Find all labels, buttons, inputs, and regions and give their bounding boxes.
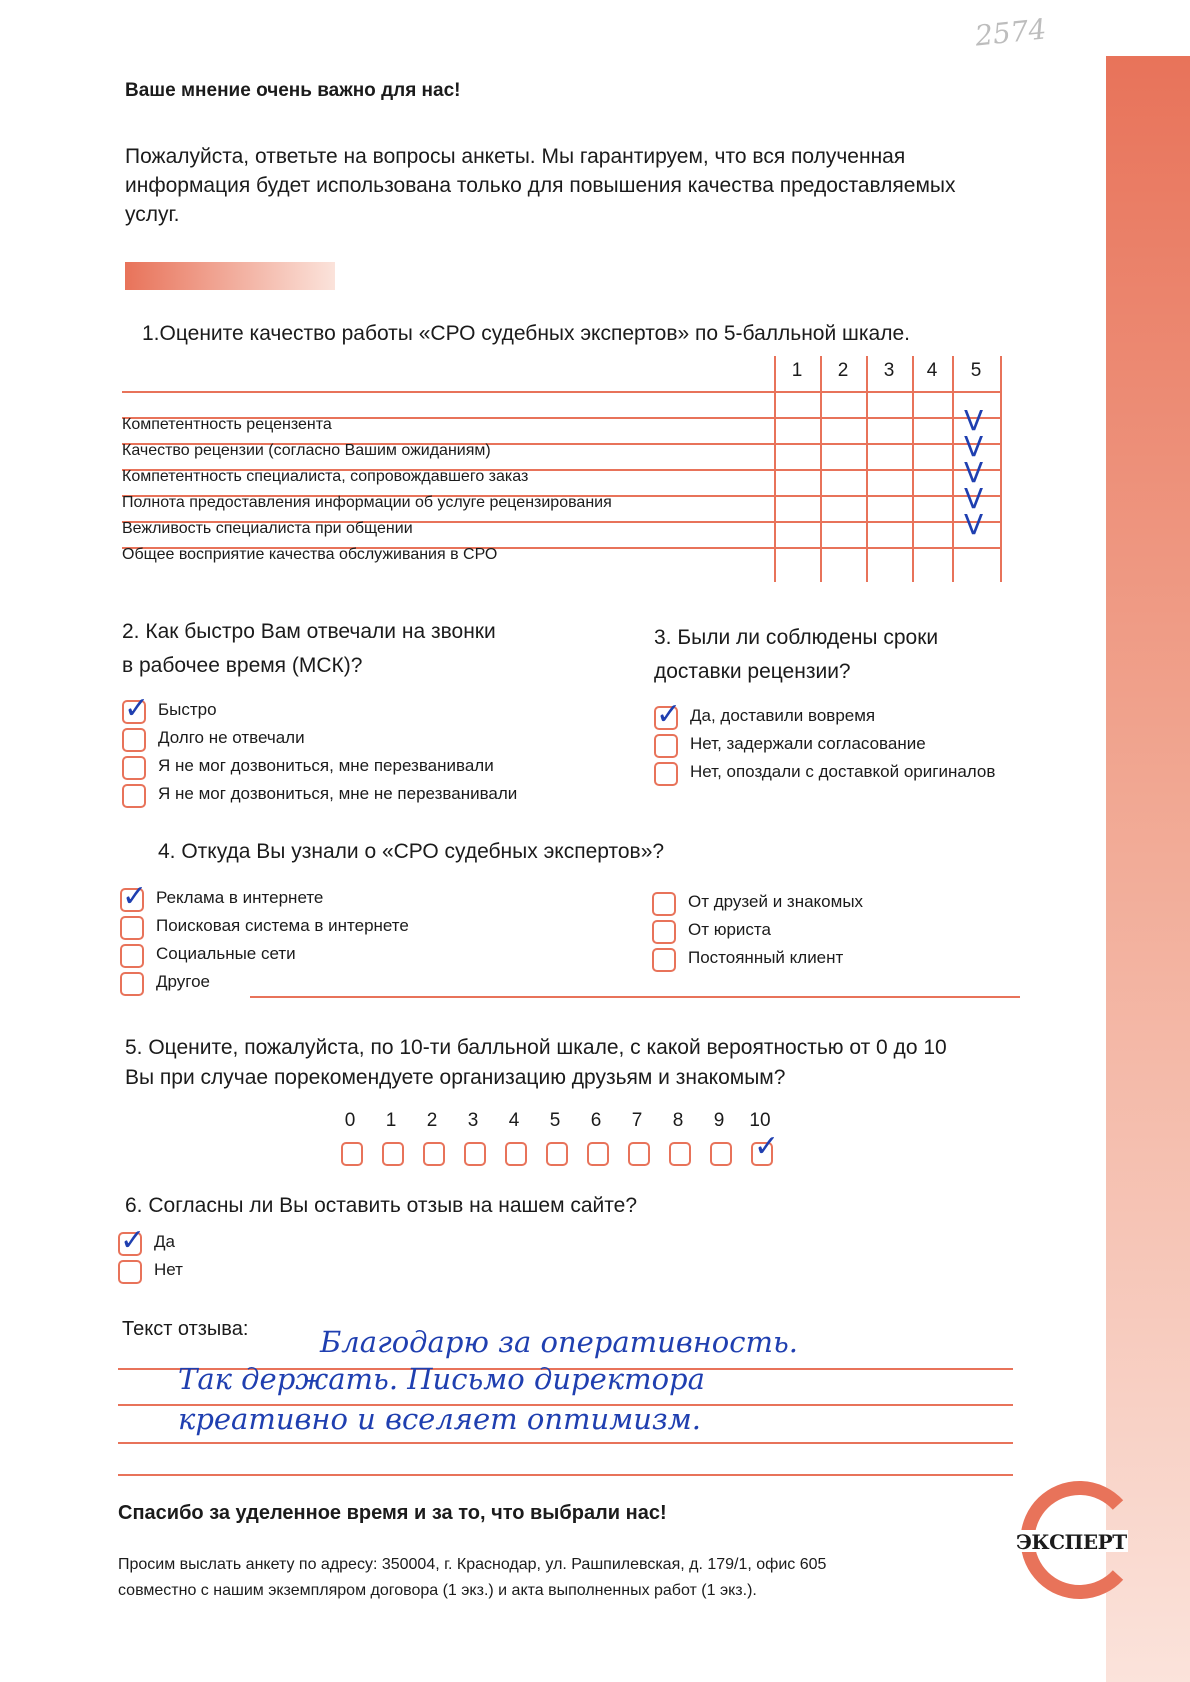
grid-column-line (912, 356, 914, 582)
q5-scale-label: 0 (344, 1110, 356, 1131)
page-title: Ваше мнение очень важно для нас! (125, 80, 461, 101)
q2-title: 2. Как быстро Вам отвечали на звонки (122, 620, 496, 643)
q2-option-label: Быстро (158, 700, 217, 719)
q1-row-mark[interactable]: V (964, 404, 984, 437)
q6-option-label: Да (154, 1232, 175, 1251)
q5-scale-checkbox[interactable] (710, 1142, 732, 1166)
q6-title: 6. Согласны ли Вы оставить отзыв на нашем сайте? (125, 1194, 638, 1217)
q4-left-option-label: Поисковая система в интернете (156, 916, 409, 935)
checkmark-icon: ✓ (122, 879, 148, 914)
review-handwriting-line: креативно и вселяет оптимизм. (178, 1402, 702, 1436)
checkbox[interactable] (654, 734, 678, 758)
review-label: Текст отзыва: (122, 1318, 249, 1340)
q5-scale-label: 3 (467, 1110, 479, 1131)
checkbox[interactable] (122, 728, 146, 752)
q5-scale-checkbox[interactable] (546, 1142, 568, 1166)
q2-option-label: Я не мог дозвониться, мне перезванивали (158, 756, 494, 775)
checkbox[interactable] (652, 920, 676, 944)
checkbox[interactable] (122, 784, 146, 808)
q1-rating-grid (122, 350, 1002, 586)
logo-text: ЭКСПЕРТ (1016, 1530, 1127, 1554)
q1-row-mark[interactable]: V (964, 508, 984, 541)
q5-scale-checkbox[interactable] (628, 1142, 650, 1166)
pencil-note: 2574 (973, 12, 1048, 53)
q1-row-mark[interactable]: V (964, 430, 984, 463)
q1-row-label: Качество рецензии (согласно Вашим ожиданиям) (122, 442, 491, 459)
q4-title: 4. Откуда Вы узнали о «СРО судебных экспертов»? (158, 840, 665, 863)
q2-option-label: Долго не отвечали (158, 728, 305, 747)
q1-scale-label: 4 (926, 360, 938, 381)
grid-column-line (866, 356, 868, 582)
q1-row-label: Компетентность рецензента (122, 416, 332, 433)
checkbox[interactable] (120, 916, 144, 940)
thanks-text: Спасибо за уделенное время и за то, что выбрали нас! (118, 1502, 667, 1524)
q1-row-label: Общее восприятие качества обслуживания в СРО (122, 546, 498, 563)
q1-row-label: Полнота предоставления информации об услуге рецензирования (122, 494, 612, 511)
q5-scale-checkbox[interactable] (423, 1142, 445, 1166)
q3-option-label: Нет, задержали согласование (690, 734, 926, 753)
q1-scale-label: 2 (837, 360, 849, 381)
q5-scale-checkbox[interactable] (505, 1142, 527, 1166)
q1-row-label: Вежливость специалиста при общении (122, 520, 413, 537)
q5-scale-label: 6 (590, 1110, 602, 1131)
q3-subtitle: доставки рецензии? (654, 660, 851, 683)
checkmark-icon: ✓ (120, 1223, 146, 1258)
q5-scale-label: 7 (631, 1110, 643, 1131)
q1-scale-label: 3 (883, 360, 895, 381)
q5-scale-checkbox[interactable] (341, 1142, 363, 1166)
review-handwriting-line: Так держать. Письмо директора (178, 1362, 705, 1396)
q5-scale-label: 2 (426, 1110, 438, 1131)
q1-title: 1.Оцените качество работы «СРО судебных экспертов» по 5-балльной шкале. (142, 322, 910, 345)
q4-right-option-label: От друзей и знакомых (688, 892, 864, 911)
q2-option-label: Я не мог дозвониться, мне не перезванивали (158, 784, 518, 803)
q6-option-label: Нет (154, 1260, 183, 1279)
grid-column-line (952, 356, 954, 582)
checkbox[interactable] (120, 944, 144, 968)
review-line[interactable] (118, 1442, 1013, 1444)
checkmark-icon: ✓ (754, 1129, 780, 1164)
q1-scale-label: 5 (970, 360, 982, 381)
q4-right-option-label: От юриста (688, 920, 771, 939)
checkbox[interactable] (120, 972, 144, 996)
q1-scale-label: 1 (791, 360, 803, 381)
checkmark-icon: ✓ (124, 691, 150, 726)
q5-scale-checkbox[interactable] (382, 1142, 404, 1166)
checkbox[interactable] (652, 948, 676, 972)
q1-row-mark[interactable]: V (964, 482, 984, 515)
grid-line (122, 391, 1002, 393)
q5-scale-label: 4 (508, 1110, 520, 1131)
q4-left-option-label: Реклама в интернете (156, 888, 324, 907)
q3-option-label: Нет, опоздали с доставкой оригиналов (690, 762, 996, 781)
q5-scale-label: 1 (385, 1110, 397, 1131)
q1-row-label: Компетентность специалиста, сопровождавшего заказ (122, 468, 529, 485)
q5-scale-label: 8 (672, 1110, 684, 1131)
q5-title: 5. Оцените, пожалуйста, по 10-ти балльной шкале, с какой вероятностью от 0 до 10 (125, 1036, 947, 1059)
q5-scale-checkbox[interactable] (464, 1142, 486, 1166)
q5-scale-label: 10 (749, 1110, 771, 1131)
q5-scale-label: 9 (713, 1110, 725, 1131)
side-accent-stripe (1106, 56, 1190, 1682)
checkmark-icon: ✓ (656, 697, 682, 732)
checkbox[interactable] (122, 756, 146, 780)
grid-column-line (1000, 356, 1002, 582)
review-handwriting-line: Благодарю за оперативность. (320, 1325, 799, 1359)
intro-text: Пожалуйста, ответьте на вопросы анкеты. Мы гарантируем, что вся полученная информация будет использована только для повышения качества предоставляемых услуг. (125, 145, 956, 226)
q2-subtitle: в рабочее время (МСК)? (122, 654, 363, 677)
checkbox[interactable] (652, 892, 676, 916)
checkbox[interactable] (654, 762, 678, 786)
expert-logo (1016, 1486, 1127, 1590)
q5-scale-checkbox[interactable] (587, 1142, 609, 1166)
q3-title: 3. Были ли соблюдены сроки (654, 626, 939, 649)
footer-note: совместно с нашим экземпляром договора (1 экз.) и акта выполненных работ (1 экз.). (118, 1582, 757, 1599)
q4-left-option-label: Другое (156, 972, 211, 991)
checkbox[interactable] (118, 1260, 142, 1284)
q3-option-label: Да, доставили вовремя (690, 706, 876, 725)
q5-scale-label: 5 (549, 1110, 561, 1131)
q4-left-option-label: Социальные сети (156, 944, 296, 963)
q5-scale-checkbox[interactable] (669, 1142, 691, 1166)
q4-right-option-label: Постоянный клиент (688, 948, 844, 967)
accent-bar (125, 262, 335, 290)
other-answer-line[interactable] (250, 996, 1020, 998)
q5-subtitle: Вы при случае порекомендуете организацию друзьям и знакомым? (125, 1066, 786, 1089)
footer-address: Просим выслать анкету по адресу: 350004, г. Краснодар, ул. Рашпилевская, д. 179/1, офис 605 (118, 1556, 827, 1573)
grid-column-line (774, 356, 776, 582)
grid-column-line (820, 356, 822, 582)
q1-row-mark[interactable]: V (964, 456, 984, 489)
review-line[interactable] (118, 1474, 1013, 1476)
